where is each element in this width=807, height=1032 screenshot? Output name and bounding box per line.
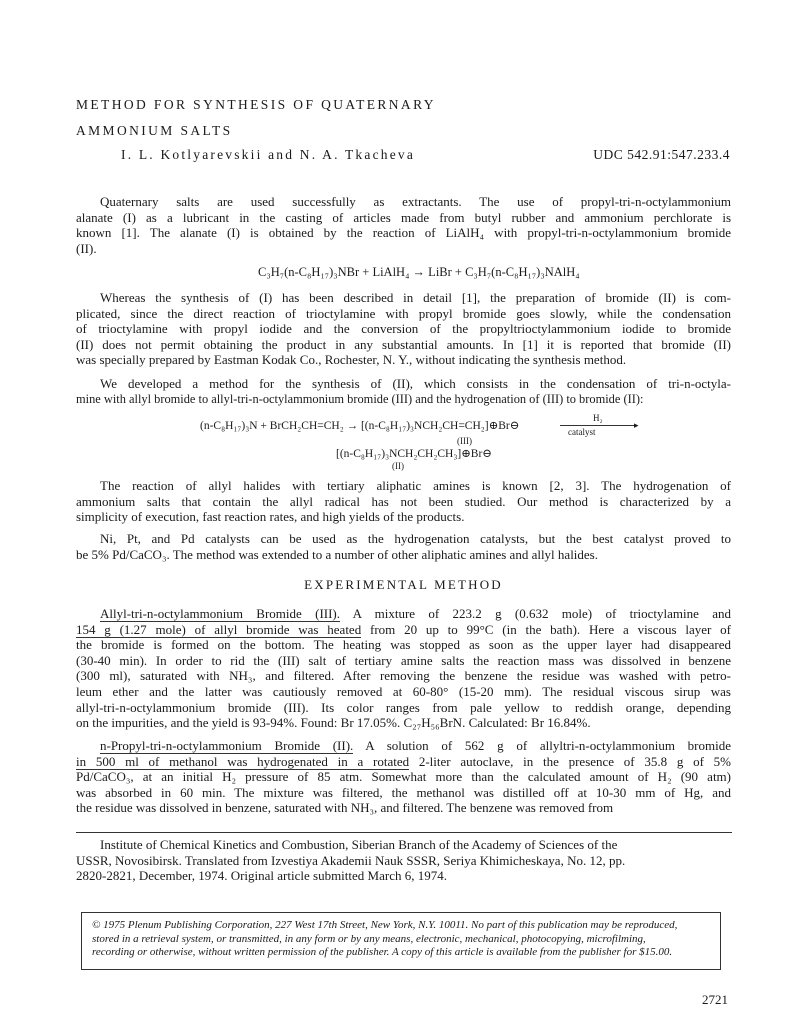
text-line: Pd/CaCO₃, at an initial H₂ pressure of 85 atm. Somewhat more than the calculated amount of H₂ (90 atm)	[76, 769, 731, 785]
equation-alanate: C₃H₇(n-C₈H₁₇)₃NBr + LiAlH₄ → LiBr + C₃H₇(n-C₈H₁₇)₃NAlH₄	[258, 265, 580, 279]
text-line: Whereas the synthesis of (I) has been described in detail [1], the preparation of bromide (II) is com-	[100, 290, 731, 305]
affiliation-footnote	[76, 837, 732, 884]
text-line	[76, 622, 731, 638]
intro-paragraph	[76, 194, 731, 256]
compound-label-iii: (III)	[457, 436, 472, 446]
reaction-arrow	[560, 425, 636, 426]
title-line-1: METHOD FOR SYNTHESIS OF QUATERNARY	[76, 97, 436, 112]
text-line: leum ether and the latter was cautiously removed at 60-80° (15-20 mm). The residual viscous sirup was	[76, 683, 731, 699]
paragraph-propyl-bromide-prep	[76, 738, 731, 816]
underlined-text: 154 g (1.27 mole) of allyl bromide was heated	[76, 621, 362, 637]
text-line: allyl-tri-n-octylammonium bromide (III). Its color ranges from pale yellow to reddish orange, depending	[76, 699, 731, 715]
text-line: was absorbed in 60 min. The mixture was filtered, the methanol was distilled off at 10-30 mm of Hg, and	[76, 784, 731, 800]
reaction-arrowhead: ▸	[634, 420, 639, 430]
text-line: the residue was dissolved in benzene, saturated with NH₃, and filtered. The benzene was removed from	[76, 800, 614, 816]
text-line: be 5% Pd/CaCO₃. The method was extended to a number of other aliphatic amines and allyl halides.	[76, 546, 598, 562]
arrow-catalyst-label: catalyst	[568, 427, 596, 437]
page-number: 2721	[702, 992, 728, 1007]
authors: I. L. Kotlyarevskii and N. A. Tkacheva	[121, 147, 416, 162]
udc-code: UDC 542.91:547.233.4	[593, 147, 730, 162]
arrow-reagent-h2: H₂	[593, 413, 603, 423]
article-title	[76, 92, 436, 144]
reaction-scheme-line-1: (n-C₈H₁₇)₃N + BrCH₂CH=CH₂ → [(n-C₈H₁₇)₃NCH₂CH=CH₂]⊕Br⊖	[200, 420, 520, 432]
text-line: Ni, Pt, and Pd catalysts can be used as the hydrogenation catalysts, but the best catalyst proved to	[100, 531, 731, 546]
compound-heading-iii: Allyl-tri-n-octylammonium Bromide (III).	[100, 606, 341, 621]
text-line: was specially prepared by Eastman Kodak Co., Rochester, N. Y., without indicating the synthesis method.	[76, 352, 627, 368]
reaction-scheme-line-2: [(n-C₈H₁₇)₃NCH₂CH₂CH₃]⊕Br⊖	[336, 448, 492, 460]
underlined-text: in 500 ml of methanol was hydrogenated in a rotated	[76, 753, 410, 769]
copyright-line: © 1975 Plenum Publishing Corporation, 227 West 17th Street, New York, N.Y. 10011. No part of this publication may be reproduced,	[92, 919, 678, 931]
text-fragment: from 20 up to 99°C (in the bath). Here a viscous layer of	[361, 621, 731, 637]
text-line: We developed a method for the synthesis of (II), which consists in the condensation of tri-n-octyla-	[100, 376, 731, 391]
footnote-line: Institute of Chemical Kinetics and Combustion, Siberian Branch of the Academy of Sciences of the	[100, 837, 618, 852]
text-line: (30-40 min). In order to rid the (III) salt of tertiary amine salts the reaction mass was dissolved in benzene	[76, 652, 731, 668]
text-line: on the impurities, and the yield is 93-94%. Found: Br 17.05%. C₂₇H₅₆BrN. Calculated: Br 16.84%.	[76, 715, 591, 731]
text-line: ammonium salts that contain the allyl radical has not been studied. Our method is characterized by a	[76, 493, 731, 509]
title-line-2: AMMONIUM SALTS	[76, 123, 233, 138]
text-line: alanate (I) as a lubricant in the casting of articles made from butyl rubber and ammonium perchlorate is	[76, 209, 731, 225]
footnote-divider	[76, 832, 732, 833]
copyright-line: stored in a retrieval system, or transmitted, in any form or by any means, electronic, mechanical, photocopying, microfilming,	[92, 932, 646, 945]
text-line: simplicity of execution, fast reaction rates, and high yields of the products.	[76, 509, 465, 525]
paragraph-allyl-bromide-prep	[76, 606, 731, 731]
paragraph-method	[76, 376, 731, 407]
text-fragment: 2-liter autoclave, in the presence of 35.8 g of 5%	[409, 753, 731, 769]
copyright-notice	[92, 919, 712, 960]
text-line: plicated, since the direct reaction of trioctylamine with propyl bromide goes slowly, while the condensation	[76, 305, 731, 321]
compound-label-ii: (II)	[392, 461, 404, 471]
text-line: known [1]. The alanate (I) is obtained by the reaction of LiAlH₄ with propyl-tri-n-octylammonium bromide	[76, 225, 731, 241]
copyright-line: recording or otherwise, without written permission of the publisher. A copy of this article is available from the publisher for $15.00.	[92, 946, 673, 958]
text-line: (300 ml), saturated with NH₃, and filtered. After removing the benzene the residue was washed with petro-	[76, 668, 731, 684]
paragraph-catalysts	[76, 531, 731, 562]
text-line	[76, 606, 731, 622]
text-line: The reaction of allyl halides with tertiary aliphatic amines is known [2, 3]. The hydrogenation of	[100, 478, 731, 493]
compound-heading-ii: n-Propyl-tri-n-octylammonium Bromide (II).	[100, 738, 354, 753]
text-line: Quaternary salts are used successfully as extractants. The use of propyl-tri-n-octylammonium	[100, 194, 731, 209]
text-line: the bromide is formed on the bottom. The heating was stopped as soon as the upper layer had disappeared	[76, 637, 731, 653]
paragraph-synthesis-background	[76, 290, 731, 368]
text-line: mine with allyl bromide to allyl-tri-n-octylammonium bromide (III) and the hydrogenation of (III) to bromide (II):	[76, 391, 644, 406]
text-line: of trioctylamine with propyl iodide and the conversion of the propyltrioctylammonium iodide to bromide	[76, 321, 731, 337]
experimental-heading: EXPERIMENTAL METHOD	[304, 577, 503, 592]
paragraph-allyl-halides	[76, 478, 731, 525]
text-fragment: A mixture of 223.2 g (0.632 mole) of trioctylamine and	[340, 606, 731, 621]
footnote-line: 2820-2821, December, 1974. Original article submitted March 6, 1974.	[76, 868, 447, 884]
text-line	[76, 754, 731, 770]
text-line	[76, 738, 731, 754]
text-line: (II) does not permit obtaining the product in any substantial amounts. In [1] it is reported that bromide (II)	[76, 336, 731, 352]
footnote-line: USSR, Novosibirsk. Translated from Izvestiya Akademii Nauk SSSR, Seriya Khimicheskaya, No. 12, pp.	[76, 852, 626, 868]
text-fragment: A solution of 562 g of allyltri-n-octylammonium bromide	[353, 738, 732, 753]
text-line: (II).	[76, 240, 97, 256]
